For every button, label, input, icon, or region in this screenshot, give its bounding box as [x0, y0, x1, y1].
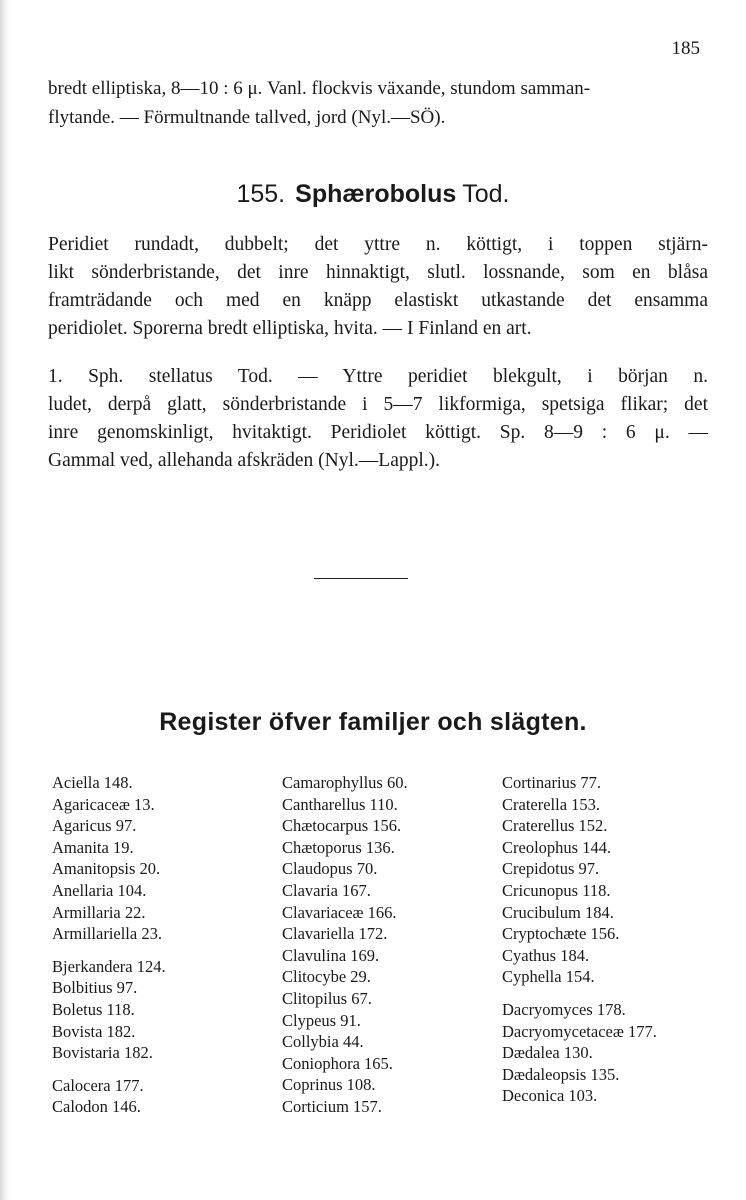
register-entry: Creolophus 144. — [502, 837, 612, 857]
register-column — [52, 772, 252, 1118]
register-entry: Coprinus 108. — [282, 1075, 376, 1095]
register-entry: Coniophora 165. — [282, 1053, 393, 1073]
register-entry: Amanita 19. — [52, 837, 134, 857]
genus-description-line: Peridiet rundadt, dubbelt; det yttre n. köttigt, i toppen stjärn- — [48, 234, 708, 255]
register-entry: Cortinarius 77. — [502, 773, 601, 792]
register-entry: Corticium 157. — [282, 1096, 382, 1116]
register-entry: Aciella 148. — [52, 773, 133, 792]
register-entry: Clitopilus 67. — [282, 988, 372, 1008]
species-description-line: inre genomskinligt, hvitaktigt. Peridiolet köttigt. Sp. 8—9 : 6 μ. — — [48, 422, 708, 443]
register-entry: Bjerkandera 124. — [52, 956, 166, 976]
genus-description-line: peridiolet. Sporerna bredt elliptiska, hvita. — I Finland en art. — [48, 318, 532, 339]
register-entry: Calodon 146. — [52, 1097, 141, 1117]
species-description-line: 1. Sph. stellatus Tod. — Yttre peridiet blekgult, i början n. — [48, 366, 708, 387]
register-entry: Camarophyllus 60. — [282, 773, 408, 792]
section-divider — [314, 578, 408, 579]
register-entry: Agaricaceæ 13. — [52, 794, 155, 814]
register-entry: Clavulina 169. — [282, 945, 380, 965]
register-title: Register öfver familjer och slägten. — [159, 708, 587, 736]
genus-description-line: likt sönderbristande, det inre hinnaktigt, slutl. lossnande, som en blåsa — [48, 262, 708, 283]
register-entry: Cricunopus 118. — [502, 880, 611, 900]
register-entry: Deconica 103. — [502, 1086, 598, 1106]
register-entry: Clavaria 167. — [282, 880, 371, 900]
register-entry: Clitocybe 29. — [282, 967, 371, 987]
register-entry: Cryptochæte 156. — [502, 924, 620, 944]
register-entry: Agaricus 97. — [52, 816, 137, 836]
species-description-line: Gammal ved, allehanda afskräden (Nyl.—Lappl.). — [48, 450, 441, 471]
register-entry: Craterellus 152. — [502, 816, 608, 836]
register-entry: Bolbitius 97. — [52, 978, 138, 998]
genus-author: Tod. — [462, 180, 510, 208]
continuation-line: flytande. — Förmultnande tallved, jord (Nyl.—SÖ). — [48, 107, 446, 128]
genus-heading — [0, 180, 746, 209]
register-entry: Dacryomycetaceæ 177. — [502, 1021, 657, 1041]
register-entry: Cyathus 184. — [502, 945, 590, 965]
register-entry: Calocera 177. — [52, 1075, 144, 1095]
register-entry: Dacryomyces 178. — [502, 999, 626, 1019]
continuation-line: bredt elliptiska, 8—10 : 6 μ. Vanl. flockvis växande, stundom samman- — [48, 78, 591, 99]
register-column — [502, 772, 722, 1107]
register-entry: Clypeus 91. — [282, 1010, 361, 1030]
register-entry: Collybia 44. — [282, 1032, 364, 1052]
register-entry: Cyphella 154. — [502, 967, 595, 987]
register-entry: Boletus 118. — [52, 999, 135, 1019]
register-entry: Crucibulum 184. — [502, 902, 614, 922]
register-entry: Amanitopsis 20. — [52, 859, 161, 879]
register-entry: Craterella 153. — [502, 794, 601, 814]
register-entry: Claudopus 70. — [282, 859, 378, 879]
register-entry: Cantharellus 110. — [282, 794, 398, 814]
register-entry: Bovista 182. — [52, 1021, 136, 1041]
register-entry: Crepidotus 97. — [502, 859, 600, 879]
register-entry: Clavariaceæ 166. — [282, 902, 397, 922]
register-entry: Bovistaria 182. — [52, 1043, 153, 1063]
register-entry: Armillariella 23. — [52, 924, 162, 944]
species-description-line: ludet, derpå glatt, sönderbristande i 5—7 likformiga, spetsiga flikar; det — [48, 394, 708, 415]
register-entry: Chætocarpus 156. — [282, 816, 402, 836]
page-number: 185 — [671, 38, 700, 59]
register-entry: Armillaria 22. — [52, 902, 146, 922]
genus-number: 155. — [236, 180, 286, 208]
register-entry: Anellaria 104. — [52, 880, 147, 900]
genus-name: Sphærobolus — [295, 180, 457, 208]
register-entry: Chætoporus 136. — [282, 837, 395, 857]
register-entry: Dædalea 130. — [502, 1043, 593, 1063]
genus-description-line: framträdande och med en knäpp elastiskt utkastande det ensamma — [48, 290, 708, 311]
register-entry: Dædaleopsis 135. — [502, 1064, 620, 1084]
register-entry: Clavariella 172. — [282, 924, 388, 944]
register-column — [282, 772, 482, 1118]
